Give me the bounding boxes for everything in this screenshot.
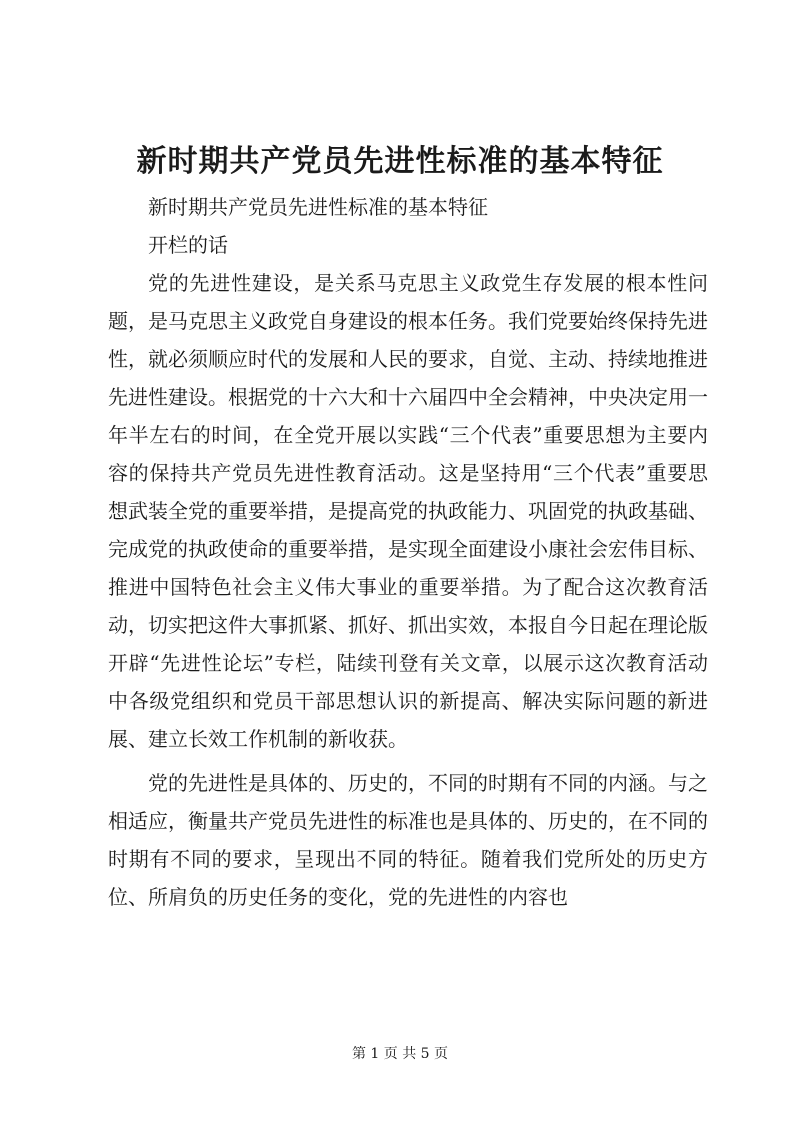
subtitle-line: 新时期共产党员先进性标准的基本特征 <box>148 195 488 219</box>
column-intro-heading: 开栏的话 <box>148 233 228 257</box>
body-paragraph: 党的先进性建设，是关系马克思主义政党生存发展的根本性问题，是马克思主义政党自身建设的根本任务。我们党要始终保持先进性，就必须顺应时代的发展和人民的要求，自觉、主动、持续地推进先进性建设。根据党的十六大和十六届四中全会精神，中央决定用一年半左右的时间，在全党开展以实践“三个代表”重要思想为主要内容的保持共产党员先进性教育活动。这是坚持用“三个代表”重要思想武装全党的重要举措，是提高党的执政能力、巩固党的执政基础、完成党的执政使命的重要举措，是实现全面建设小康社会宏伟目标、推进中国特色社会主义伟大事业的重要举措。为了配合这次教育活动，切实把这件大事抓紧、抓好、抓出实效，本报自今日起在理论版开辟“先进性论坛”专栏，陆续刊登有关文章，以展示这次教育活动中各级党组织和党员干部思想认识的新提高、解决实际问题的新进展、建立长效工作机制的新收获。 <box>108 271 708 751</box>
document-body <box>108 188 708 916</box>
body-paragraph: 党的先进性是具体的、历史的，不同的时期有不同的内涵。与之相适应，衡量共产党员先进性的标准也是具体的、历史的，在不同的时期有不同的要求，呈现出不同的特征。随着我们党所处的历史方位、所肩负的历史任务的变化，党的先进性的内容也 <box>108 771 708 909</box>
page-number-footer: 第 1 页 共 5 页 <box>351 1046 449 1062</box>
document-title: 新时期共产党员先进性标准的基本特征 <box>136 144 664 179</box>
